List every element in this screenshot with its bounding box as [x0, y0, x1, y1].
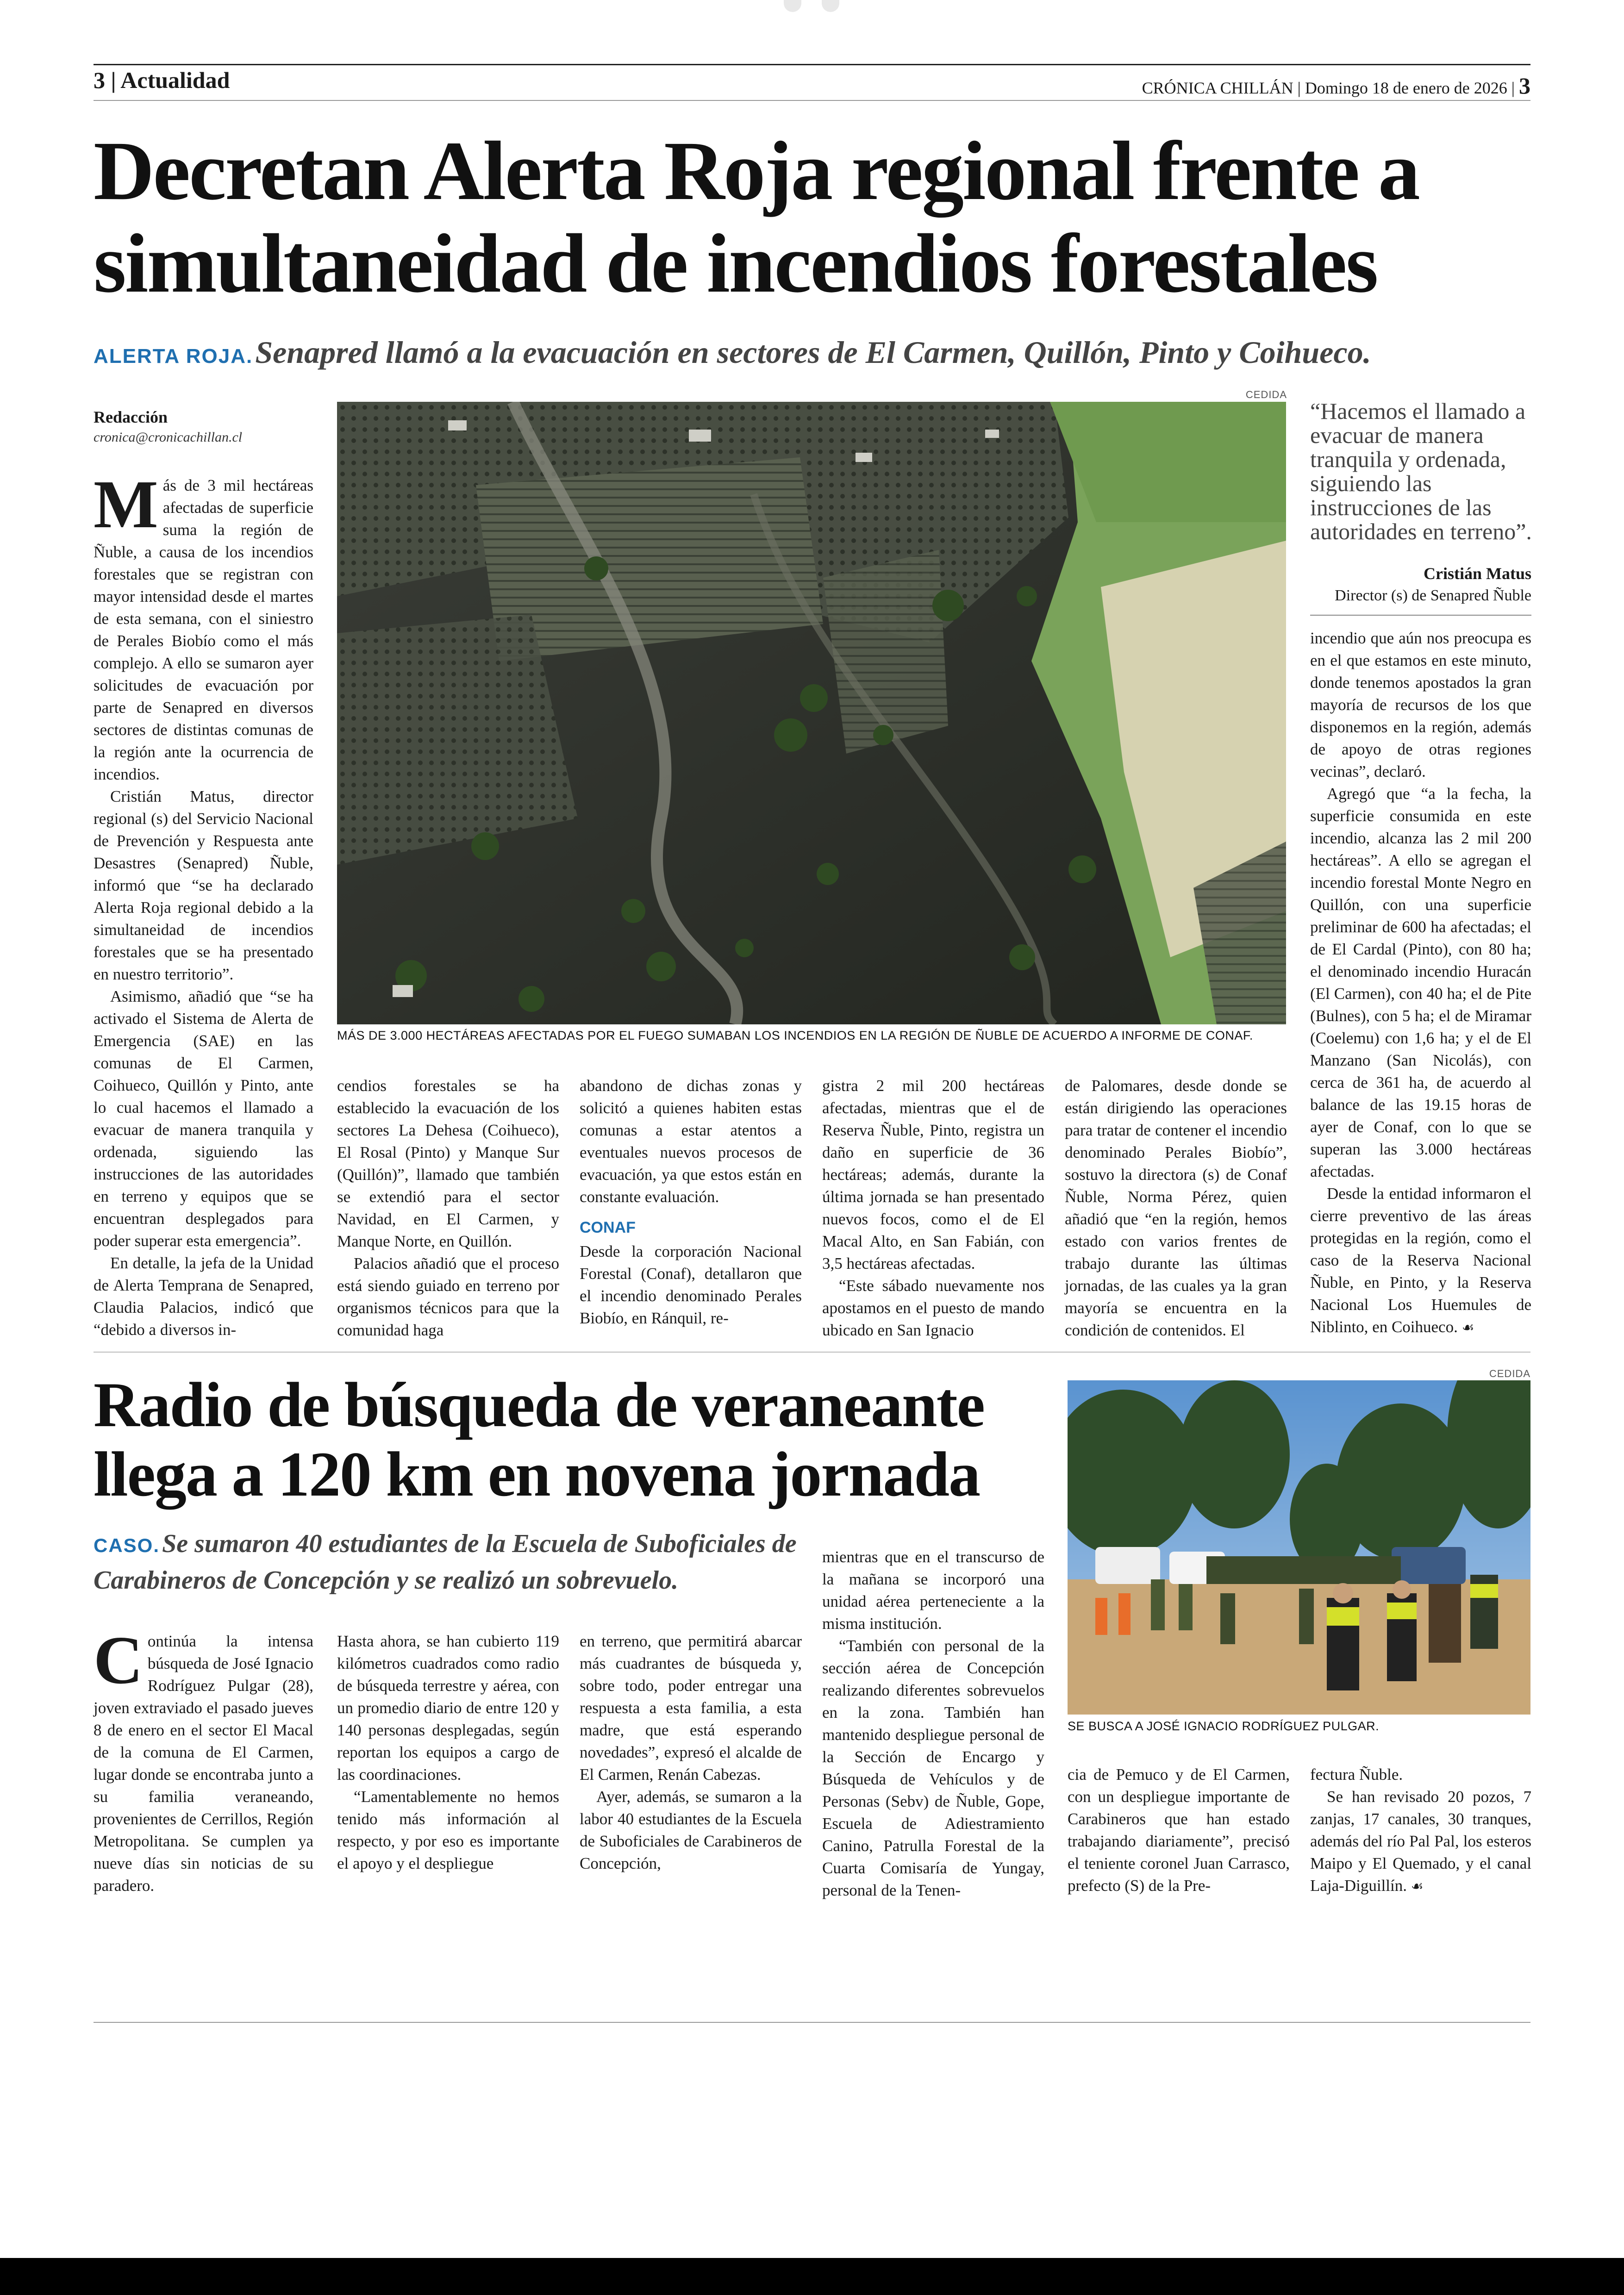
article2-paragraph: ontinúa la intensa búsqueda de José Ignacio Rodríguez Pulgar (28), joven extraviado el pasado jueves 8 de enero en el sector El Macal de la comuna de El Carmen, lugar donde se encontraba junto a su familia veraneando, provenientes de Cerrillos, Región Metropolitana. Se cumplen ya nueve días sin noticias de su paradero.: [94, 1632, 313, 1895]
page-indicator-dot[interactable]: [784, 0, 801, 12]
burned-landscape-image: [337, 402, 1286, 1024]
article2-paragraph: mientras que en el transcurso de la mañana se incorporó una unidad aérea perteneciente a la misma institución.: [822, 1548, 1044, 1633]
article1-paragraph: ás de 3 mil hectáreas afectadas de superficie suma la región de Ñuble, a causa de los incendios forestales que se registran con mayor intensidad desde el martes de esta semana, con el siniestro de Perales Biobío como el más complejo. A ello se sumaron ayer solicitudes de evacuación por parte de Senapred en diversos sectores de distintas comunas de la región ante la ocurrencia de incendios.: [94, 476, 313, 783]
article2-column-3: [580, 1630, 802, 1875]
conaf-subhead: CONAF: [580, 1219, 636, 1236]
article1-headline-line1: Decretan Alerta Roja regional frente a: [94, 125, 1419, 218]
article1-paragraph: Agregó que “a la fecha, la superficie consumida en este incendio, alcanza las 2 mil 200 hectáreas”. A ello se agregan el incendio forestal Monte Negro en Quillón, con una superficie preliminar de 600 ha afectadas; el de El Cardal (Pinto), con 80 ha; el denominado incendio Huracán (El Carmen), con 40 ha; el de Pite (Bulnes), con 5 ha; el de Miramar (Coelemu) con 1,6 ha; y el de El Manzano (San Nicolás), con cerca de 361 ha, de acuerdo al balance de las 19.15 horas de ayer de Conaf, con lo que se superan las 3.000 hectáreas afectadas.: [1310, 785, 1531, 1180]
article-divider: [94, 1352, 1530, 1353]
publication-name: CRÓNICA CHILLÁN: [1142, 79, 1293, 97]
article1-aerial-photo: [337, 402, 1286, 1024]
article1-column-4: [822, 1075, 1044, 1341]
article1-column-1: [94, 467, 313, 1341]
article2-column-1: [94, 1622, 313, 1897]
issue-date: Domingo 18 de enero de 2026: [1305, 79, 1507, 97]
article1-column-2: [337, 1075, 559, 1341]
page-bottom-rule: [94, 2022, 1530, 2023]
article2-photo-caption: SE BUSCA A JOSÉ IGNACIO RODRÍGUEZ PULGAR.: [1068, 1719, 1380, 1733]
byline-author: Redacción: [94, 408, 168, 426]
article1-kicker: ALERTA ROJA.: [94, 345, 253, 368]
article1-paragraph: Palacios añadió que el proceso está siendo guiado en terreno por organismos técnicos para que la comunidad haga: [337, 1254, 559, 1339]
header-top-rule: [94, 64, 1530, 65]
article1-dropcap: M: [94, 467, 158, 543]
article1-paragraph: Cristián Matus, director regional (s) del Servicio Nacional de Prevención y Respuesta ante Desastres (Senapred) Ñuble, informó que “se ha declarado Alerta Roja regional debido a la simultaneidad de incendios forestales que se ha presentado en nuestro territorio”.: [94, 787, 313, 983]
article1-column-6: [1310, 627, 1531, 1339]
article1-paragraph: Desde la entidad informaron el cierre preventivo de las áreas protegidas en la región, como el caso de la Reserva Nacional Ñuble, en Pinto, y la Reserva Nacional Los Huemules de Niblinto, en Coihueco.: [1310, 1185, 1531, 1336]
article2-kicker: CASO.: [94, 1534, 160, 1556]
article1-headline: [94, 125, 1538, 310]
quote-author: Cristián Matus: [1424, 564, 1531, 583]
article1-paragraph: En detalle, la jefa de la Unidad de Alerta Temprana de Senapred, Claudia Palacios, indicó que “debido a diversos in-: [94, 1254, 313, 1339]
article2-paragraph: “También con personal de la sección aérea de Concepción realizando diferentes sobrevuelos en la zona. También han mantenido despliegue personal de la Sección de Encargo y Búsqueda de Vehículos y de Personas (Sebv) de Ñuble, Gope, Escuela de Adiestramiento Canino, Patrulla Forestal de la Cuarta Comisaría de Yungay, personal de la Tenen-: [822, 1637, 1044, 1899]
end-of-article-icon: ☙: [1462, 1320, 1474, 1336]
quote-divider: [1310, 615, 1531, 616]
article2-paragraph: “Lamentablemente no hemos tenido más información al respecto, y por eso es importante el apoyo y el despliegue: [337, 1788, 559, 1872]
article1-byline: [94, 407, 320, 445]
article1-photo-credit: CEDIDA: [1245, 389, 1287, 400]
article2-deck-text: Se sumaron 40 estudiantes de la Escuela de Suboficiales de Carabineros de Concepción y se realizó un sobrevuelo.: [94, 1529, 797, 1595]
article2-column-4: [822, 1546, 1044, 1902]
byline-email[interactable]: cronica@cronicachillan.cl: [94, 430, 243, 445]
article1-pull-quote: “Hacemos el llamado a evacuar de manera tranquila y ordenada, siguiendo las instrucciones de las autoridades en terreno”.: [1310, 398, 1532, 544]
article1-paragraph: Desde la corporación Nacional Forestal (Conaf), detallaron que el incendio denominado Perales Biobío, en Ránquil, re-: [580, 1242, 802, 1327]
article2-dropcap: C: [94, 1622, 143, 1698]
quote-author-role: Director (s) de Senapred Ñuble: [1335, 587, 1531, 604]
header-bottom-rule: [94, 100, 1530, 101]
article2-headline: [94, 1370, 1066, 1509]
article1-deck-text: Senapred llamó a la evacuación en sectores de El Carmen, Quillón, Pinto y Coihueco.: [255, 335, 1371, 370]
article1-paragraph: “Este sábado nuevamente nos apostamos en el puesto de mando ubicado en San Ignacio: [822, 1277, 1044, 1339]
article1-paragraph: Asimismo, añadió que “se ha activado el Sistema de Alerta de Emergencia (SAE) en las comunas de El Carmen, Coihueco, Quillón y Pinto, ante lo cual hacemos el llamado a evacuar de manera tranquila y ordenada, siguiendo las instrucciones de las autoridades en terreno y equipos que se encuentran desplegados para poder superar esta emergencia”.: [94, 987, 313, 1250]
search-team-image: [1068, 1380, 1530, 1715]
article1-deck: [94, 334, 1538, 371]
article1-column-3: [580, 1075, 802, 1329]
viewer-bottom-bar: [0, 2258, 1624, 2295]
article1-paragraph: cendios forestales se ha establecido la evacuación de los sectores La Dehesa (Coihueco), El Rosal (Pinto) y Manque Sur (Quillón)”, llamado que también se extendió para el sector Navidad, en El Carmen, y Manque Norte, en Quillón.: [337, 1077, 559, 1250]
article1-paragraph: gistra 2 mil 200 hectáreas afectadas, mientras que el de Reserva Ñuble, Pinto, registra un daño en superficie de 36 hectáreas; además, durante la última jornada se han presentado nuevos focos, como el de El Macal Alto, en San Fabián, con 3,5 hectáreas afectadas.: [822, 1077, 1044, 1272]
article2-paragraph: Hasta ahora, se han cubierto 119 kilómetros cuadrados como radio de búsqueda terrestre y aérea, con un promedio diario de entre 120 y 140 personas desplegadas, según reportan los equipos a cargo de las coordinaciones.: [337, 1632, 559, 1784]
end-of-article-icon: ☙: [1411, 1878, 1424, 1895]
publication-header: CRÓNICA CHILLÁN | Domingo 18 de enero de 2026 | 3: [1142, 73, 1530, 99]
article2-paragraph: en terreno, que permitirá abarcar más cuadrantes de búsqueda y, sobre todo, poder entregar una respuesta a esta familia, a esta madre, que está esperando novedades”, expresó el alcalde de El Carmen, Renán Cabezas.: [580, 1632, 802, 1784]
article1-photo-caption: MÁS DE 3.000 HECTÁREAS AFECTADAS POR EL FUEGO SUMABAN LOS INCENDIOS EN LA REGIÓN DE ÑUBLE DE ACUERDO A INFORME DE CONAF.: [337, 1029, 1253, 1042]
section-header: 3 | Actualidad: [94, 67, 230, 93]
page-indicator-dot[interactable]: [822, 0, 839, 12]
article1-column-5: [1065, 1075, 1287, 1341]
article2-paragraph: fectura Ñuble.: [1310, 1765, 1403, 1784]
article1-paragraph: incendio que aún nos preocupa es en el que estamos en este minuto, donde tenemos apostados la gran mayoría de recursos de los que disponemos en la región, además de apoyo de otras regiones vecinas”, declaró.: [1310, 629, 1531, 780]
page-number-right: 3: [1519, 73, 1530, 99]
article2-paragraph: cia de Pemuco y de El Carmen, con un despliegue importante de Carabineros que han estado trabajando diariamente”, precisó el teniente coronel Juan Carrasco, prefecto (S) de la Pre-: [1068, 1765, 1290, 1895]
article2-headline-line1: Radio de búsqueda de veraneante: [94, 1369, 984, 1440]
article2-paragraph: Se han revisado 20 pozos, 7 zanjas, 17 canales, 30 tranques, además del río Pal Pal, los esteros Maipo y El Quemado, y el canal Laja-Diguillín.: [1310, 1788, 1531, 1895]
article1-headline-line2: simultaneidad de incendios forestales: [94, 217, 1377, 310]
article2-search-team-photo: [1068, 1380, 1530, 1715]
section-name: Actualidad: [120, 67, 230, 93]
article2-headline-line2: llega a 120 km en novena jornada: [94, 1439, 980, 1509]
article2-column-2: [337, 1630, 559, 1875]
article2-deck: [94, 1528, 806, 1602]
article2-paragraph: Ayer, además, se sumaron a la labor 40 estudiantes de la Escuela de Suboficiales de Carabineros de Concepción,: [580, 1788, 802, 1872]
article2-column-5: [1068, 1764, 1290, 1897]
article2-column-6: [1310, 1764, 1531, 1898]
article1-paragraph: abandono de dichas zonas y solicitó a quienes habiten estas comunas a estar atentos a eventuales nuevos procesos de evacuación, ya que estos están en constante evaluación.: [580, 1077, 802, 1206]
article2-photo-credit: CEDIDA: [1489, 1368, 1530, 1379]
article1-paragraph: de Palomares, desde donde se están dirigiendo las operaciones para tratar de contener el incendio denominado Perales Biobío”, sostuvo la directora (s) de Conaf Ñuble, Norma Pérez, quien añadió que “en la región, hemos estado con varios frentes de trabajo durante las últimas jornadas, de las cuales ya la gran mayoría se encuentra en la condición de contenidos. El: [1065, 1077, 1287, 1339]
page-number-left: 3: [94, 67, 105, 93]
